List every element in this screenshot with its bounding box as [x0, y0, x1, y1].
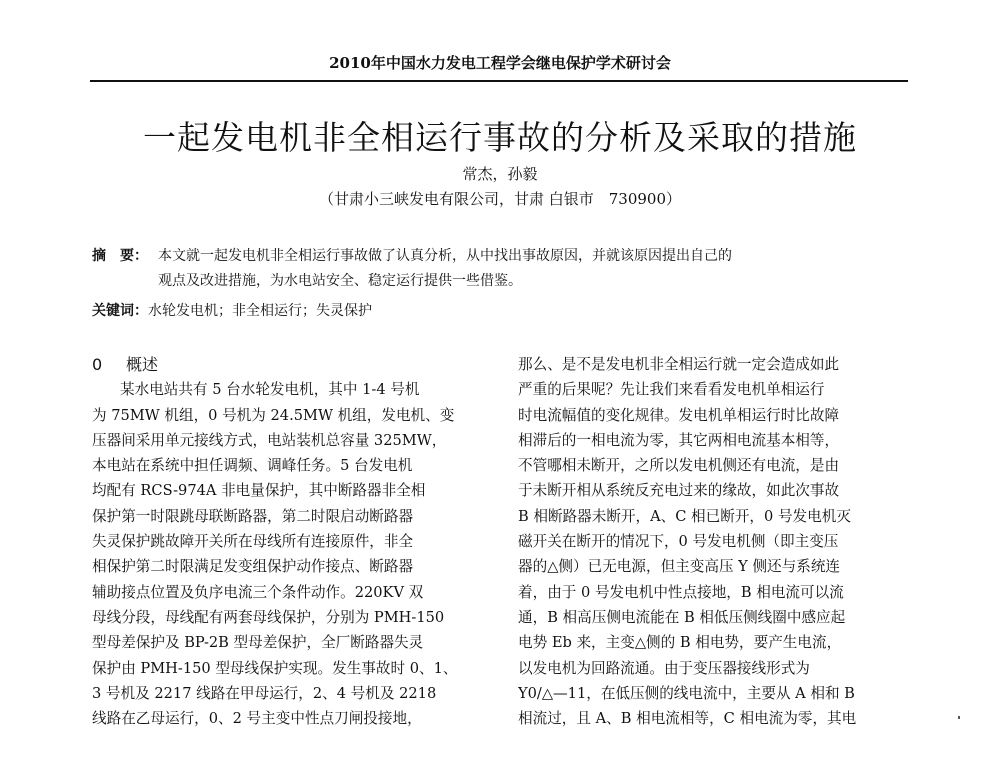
body-line: 某水电站共有 5 台水轮发电机，其中 1-4 号机	[120, 381, 420, 399]
body-line: 母线分段，母线配有两套母线保护，分别为 PMH-150	[92, 608, 445, 626]
body-line: 本电站在系统中担任调频、调峰任务。5 台发电机	[92, 457, 413, 475]
keywords	[92, 299, 912, 323]
body-line: 相滞后的一相电流为零，其它两相电流基本相等，	[518, 431, 840, 449]
body-line: Y0/△—11，在低压侧的线电流中，主要从 A 相和 B	[518, 684, 855, 702]
body-line: 相流过，且 A、B 相电流相等，C 相电流为零，其电	[518, 710, 857, 728]
abstract-text	[158, 243, 912, 294]
body-line: 严重的后果呢？先让我们来看看发电机单相运行	[518, 381, 825, 399]
body-line: 3 号机及 2217 线路在甲母运行，2、4 号机及 2218	[92, 684, 437, 702]
body-line: 以发电机为回路流通。由于变压器接线形式为	[518, 659, 810, 677]
body-line: 器的△侧）已无电源，但主变高压 Y 侧还与系统连	[518, 558, 841, 576]
body-line: 均配有 RCS-974A 非电量保护，其中断路器非全相	[92, 482, 426, 500]
abstract-line: 观点及改进措施，为水电站安全、稳定运行提供一些借鉴。	[158, 273, 522, 290]
body-line: 压器间采用单元接线方式，电站装机总容量 325MW，	[92, 431, 447, 449]
paper-title: 一起发电机非全相运行事故的分析及采取的措施	[143, 118, 857, 157]
abstract	[92, 243, 912, 294]
running-header: 2010年中国水力发电工程学会继电保护学术研讨会	[329, 54, 671, 72]
body-line: 着，由于 0 号发电机中性点接地，B 相电流可以流	[518, 583, 844, 601]
body-line: 磁开关在断开的情况下，0 号发电机侧（即主变压	[518, 533, 839, 551]
keywords-label: 关键词：	[92, 303, 148, 319]
body-line: 时电流幅值的变化规律。发电机单相运行时比故障	[518, 406, 840, 424]
abstract-label: 摘 要：	[92, 248, 148, 264]
section-heading	[92, 352, 486, 377]
body-column-right	[518, 352, 918, 731]
paper-authors: 常杰，孙毅	[462, 165, 538, 183]
body-line: 电势 Eb 来，主变△侧的 B 相电势，要产生电流，	[518, 634, 842, 652]
abstract-line: 本文就一起发电机非全相运行事故做了认真分析，从中找出事故原因，并就该原因提出自己的	[158, 248, 732, 264]
body-line: 辅助接点位置及负序电流三个条件动作。220KV 双	[92, 583, 424, 601]
body-column-left	[92, 352, 486, 731]
section-number: 0	[92, 355, 103, 374]
body-line: 线路在乙母运行，0、2 号主变中性点刀闸投接地，	[92, 710, 422, 728]
body-line: 相保护第二时限满足发变组保护动作接点、断路器	[92, 558, 414, 576]
body-line: 为 75MW 机组，0 号机为 24.5MW 机组，发电机、变	[92, 406, 455, 424]
body-line: 那么、是不是发电机非全相运行就一定会造成如此	[518, 356, 840, 373]
section-title: 概述	[126, 355, 159, 374]
body-line: 失灵保护跳故障开关所在母线所有连接原件，非全	[92, 533, 414, 551]
paper-affiliation: （甘肃小三峡发电有限公司，甘肃 白银市 730900）	[318, 190, 682, 208]
body-line: 保护由 PMH-150 型母线保护实现。发生事故时 0、1、	[92, 659, 458, 677]
scan-speck	[958, 716, 960, 719]
body-line: B 相断路器未断开，A、C 相已断开，0 号发电机灭	[518, 507, 851, 525]
body-line: 于未断开相从系统反充电过来的缘故，如此次事故	[518, 482, 840, 500]
body-line: 保护第一时限跳母联断路器，第二时限启动断路器	[92, 507, 414, 525]
body-line: 型母差保护及 BP-2B 型母差保护，全厂断路器失灵	[92, 634, 424, 652]
header-rule	[90, 80, 908, 82]
body-line: 不管哪相未断开，之所以发电机侧还有电流，是由	[518, 457, 840, 475]
body-line: 通，B 相高压侧电流能在 B 相低压侧线圈中感应起	[518, 608, 846, 626]
keywords-text: 水轮发电机；非全相运行；失灵保护	[148, 303, 372, 319]
